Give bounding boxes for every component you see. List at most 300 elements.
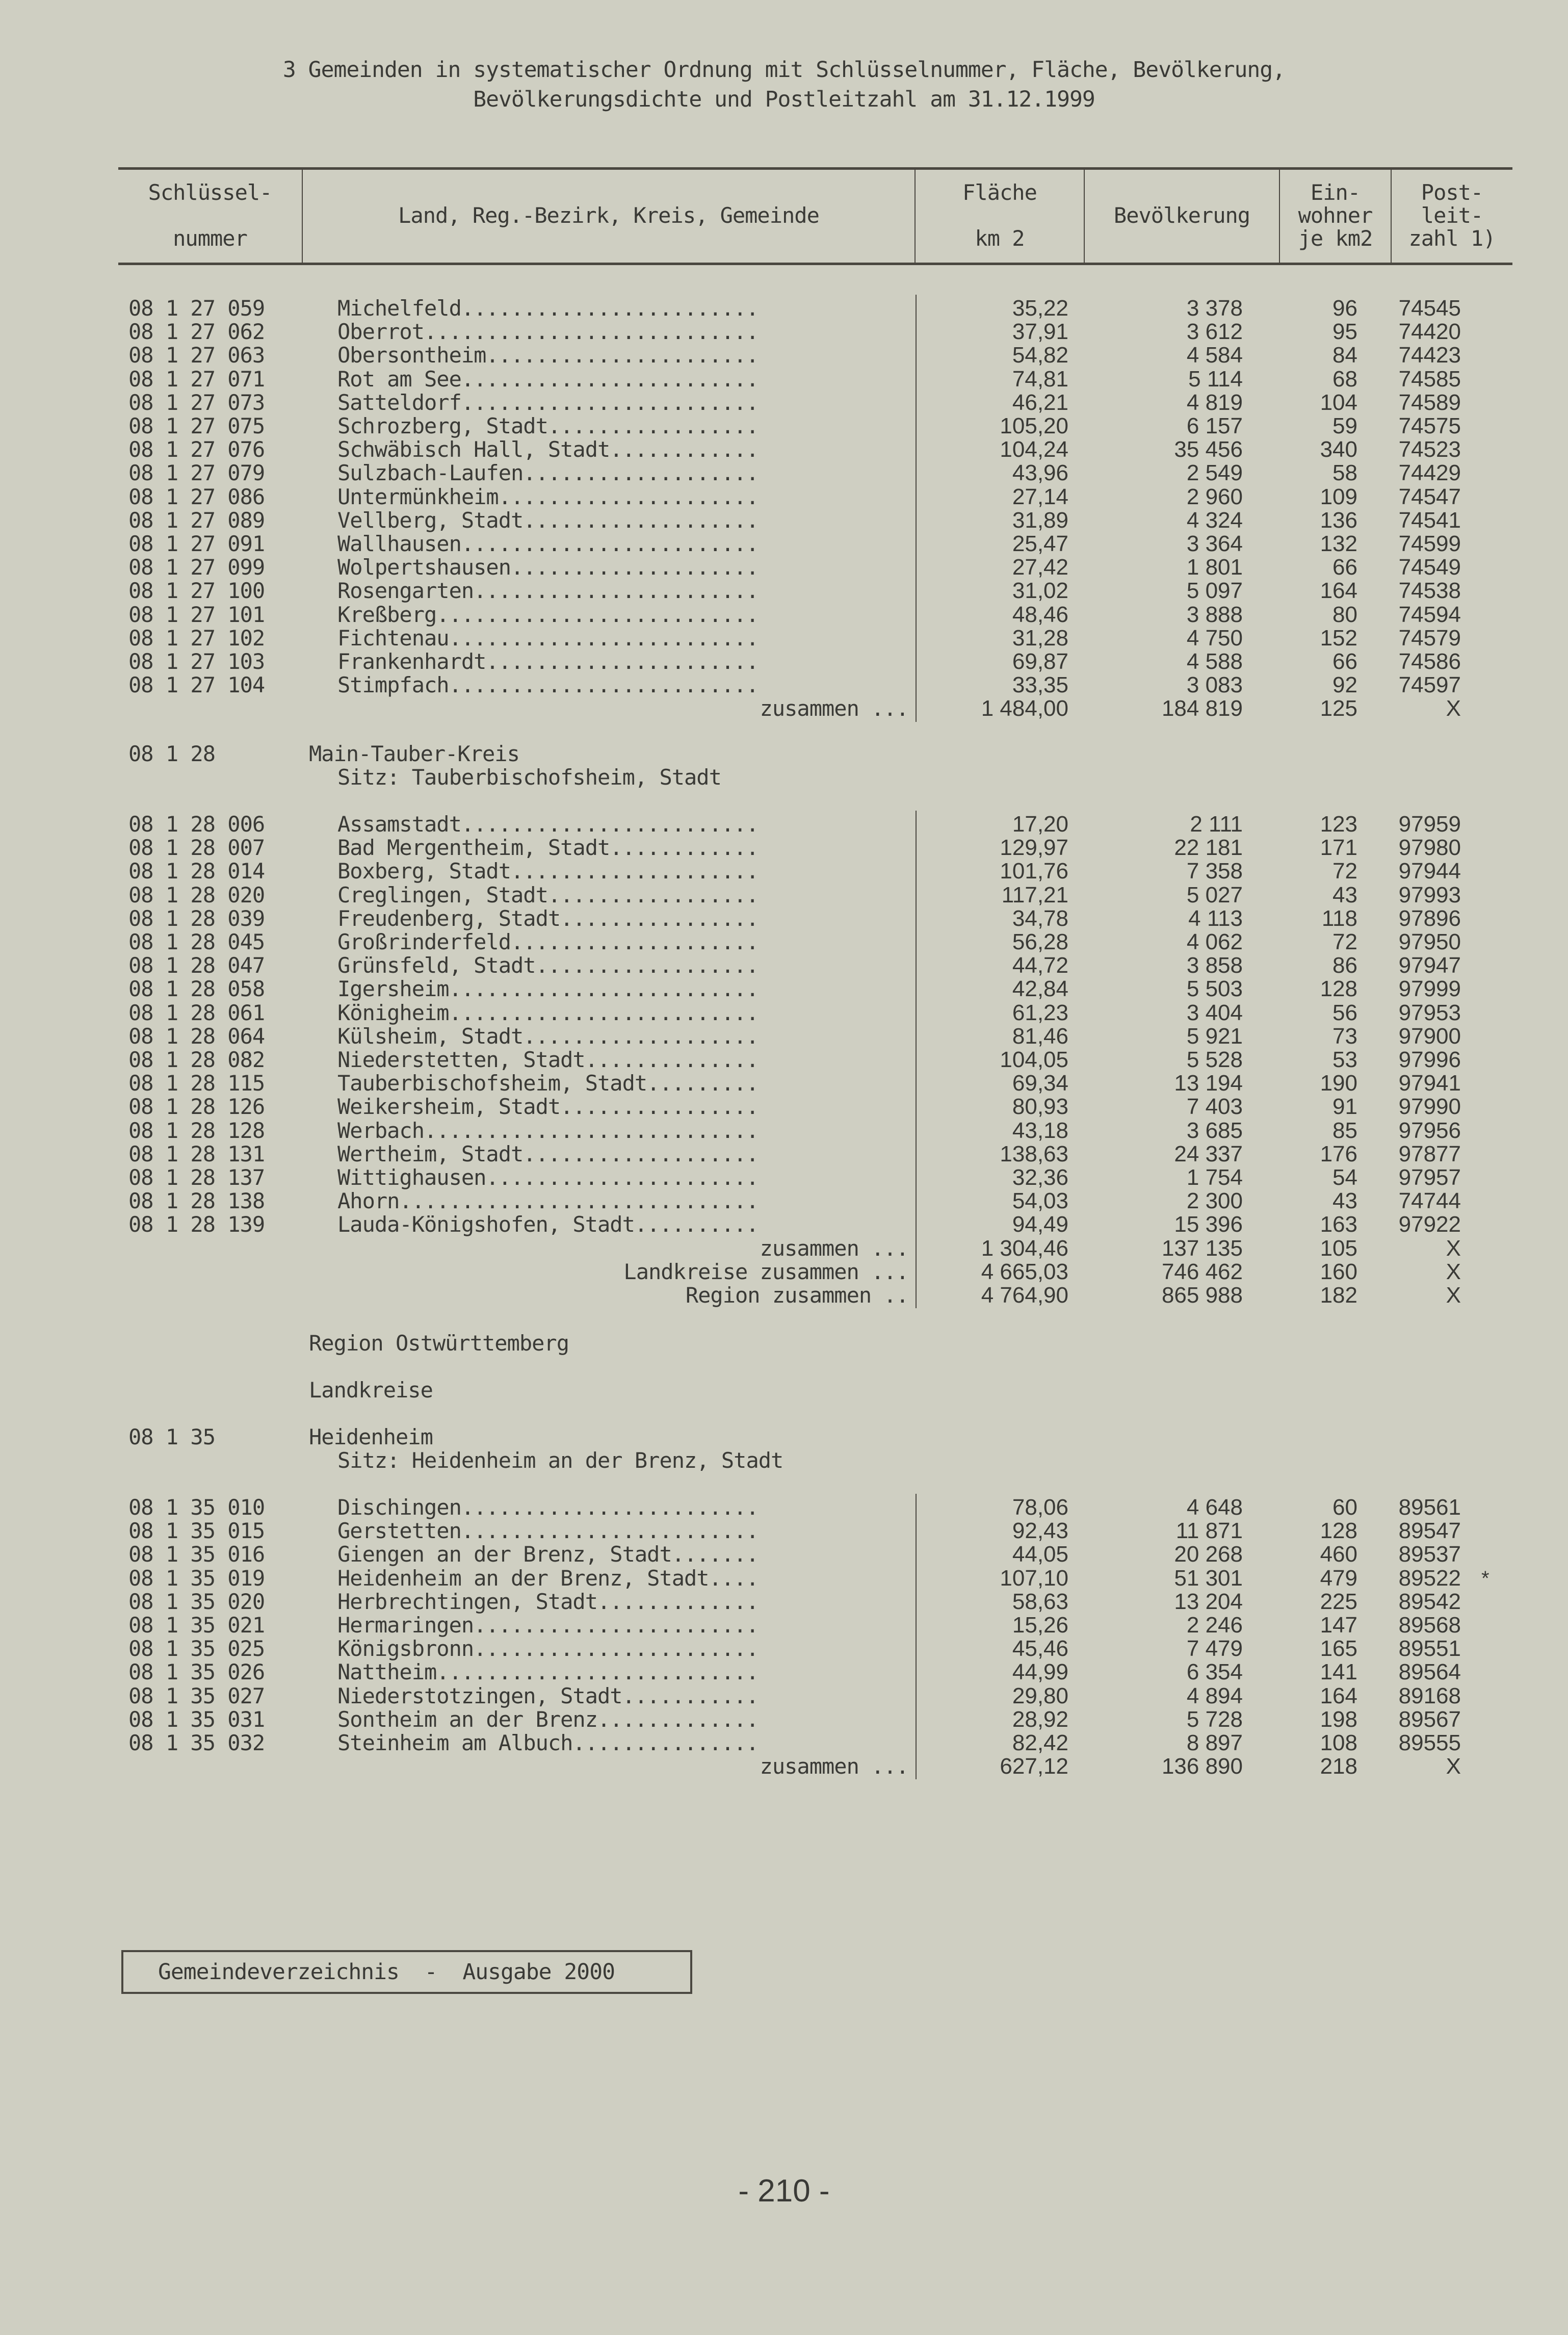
dichte-value: 43: [1332, 1188, 1357, 1214]
total-label: zusammen ...: [760, 1235, 908, 1261]
bevoelkerung-value: 4 324: [1186, 507, 1243, 533]
flaeche-value: 32,36: [1012, 1165, 1068, 1190]
bevoelkerung-value: 3 888: [1186, 602, 1243, 627]
table-row: [0, 320, 1568, 344]
postleitzahl-value: 74585: [1398, 366, 1461, 392]
total-row: [0, 1755, 1568, 1778]
kreis-code: 08 1 35: [128, 1424, 216, 1449]
table-row: [0, 1614, 1568, 1637]
postleitzahl-total: X: [1446, 696, 1461, 721]
flaeche-value: 33,35: [1012, 672, 1068, 698]
header-bevoelkerung: Bevölkerung: [1113, 203, 1250, 228]
dichte-value: 198: [1320, 1706, 1357, 1732]
bevoelkerung-value: 35 456: [1174, 437, 1243, 462]
table-row: [0, 1143, 1568, 1166]
schluesselnummer: 08 1 27 063: [128, 343, 265, 368]
flaeche-value: 43,96: [1012, 460, 1068, 486]
bevoelkerung-value: 1 754: [1186, 1165, 1243, 1190]
bevoelkerung-value: 4 588: [1186, 649, 1243, 674]
dichte-value: 128: [1320, 976, 1357, 1002]
footnote-marker: *: [1481, 1567, 1489, 1590]
schluesselnummer: 08 1 35 027: [128, 1683, 265, 1708]
flaeche-value: 28,92: [1012, 1706, 1068, 1732]
postleitzahl-value: 97990: [1398, 1094, 1461, 1120]
schluesselnummer: 08 1 35 010: [128, 1495, 265, 1520]
gemeinde-name: Schrozberg, Stadt.................: [337, 414, 759, 438]
total-row: [0, 1284, 1568, 1307]
bevoelkerung-value: 5 097: [1186, 578, 1243, 604]
postleitzahl-value: 74429: [1398, 460, 1461, 486]
postleitzahl-total: X: [1446, 1283, 1461, 1308]
gemeinde-name: Untermünkheim.....................: [337, 485, 759, 509]
kreis-sitz: Sitz: Heidenheim an der Brenz, Stadt: [337, 1448, 783, 1473]
table-row: [0, 532, 1568, 556]
flaeche-value: 81,46: [1012, 1023, 1068, 1049]
table-row: [0, 556, 1568, 579]
flaeche-value: 56,28: [1012, 929, 1068, 954]
dichte-value: 72: [1332, 929, 1357, 954]
dichte-value: 108: [1320, 1730, 1357, 1755]
gemeinde-name: Frankenhardt......................: [337, 650, 759, 673]
table-row: [0, 813, 1568, 836]
schluesselnummer: 08 1 28 137: [128, 1165, 265, 1190]
kreis-name: Main-Tauber-Kreis: [309, 741, 519, 766]
table-row: [0, 485, 1568, 509]
dichte-total: 160: [1320, 1259, 1357, 1284]
bevoelkerung-value: 5 528: [1186, 1047, 1243, 1072]
gemeinde-name: Gerstetten........................: [337, 1519, 759, 1543]
gemeinde-name: Heidenheim an der Brenz, Stadt....: [337, 1566, 759, 1590]
bevoelkerung-value: 4 113: [1188, 905, 1243, 931]
table-row: [0, 1048, 1568, 1072]
flaeche-value: 37,91: [1012, 319, 1068, 345]
gemeinde-name: Giengen an der Brenz, Stadt.......: [337, 1543, 759, 1567]
postleitzahl-value: 89568: [1398, 1613, 1461, 1638]
bevoelkerung-value: 1 801: [1186, 555, 1243, 580]
postleitzahl-value: 74541: [1398, 507, 1461, 533]
header-nummer: nummer: [173, 226, 247, 251]
postleitzahl-value: 97900: [1398, 1023, 1461, 1049]
postleitzahl-value: 74599: [1398, 531, 1461, 556]
page-number: - 210 -: [738, 2173, 830, 2209]
flaeche-value: 78,06: [1012, 1495, 1068, 1520]
flaeche-value: 107,10: [1000, 1565, 1068, 1591]
dichte-value: 171: [1320, 835, 1357, 861]
table-row: [0, 414, 1568, 438]
flaeche-value: 58,63: [1012, 1589, 1068, 1614]
dichte-value: 128: [1320, 1518, 1357, 1544]
flaeche-value: 46,21: [1012, 390, 1068, 415]
table-row: [0, 1095, 1568, 1119]
gemeinde-name: Königheim.........................: [337, 1001, 759, 1025]
flaeche-value: 42,84: [1012, 976, 1068, 1002]
bevoelkerung-value: 2 300: [1186, 1188, 1243, 1214]
gemeinde-name: Grünsfeld, Stadt..................: [337, 954, 759, 978]
postleitzahl-value: 89542: [1398, 1589, 1461, 1614]
flaeche-value: 27,14: [1012, 484, 1068, 509]
table-row: [0, 1213, 1568, 1236]
postleitzahl-value: 97956: [1398, 1118, 1461, 1143]
bevoelkerung-value: 4 894: [1186, 1683, 1243, 1708]
header-dichte-1: Ein-: [1310, 180, 1361, 205]
dichte-value: 118: [1321, 905, 1357, 931]
flaeche-value: 43,18: [1012, 1118, 1068, 1143]
schluesselnummer: 08 1 35 026: [128, 1659, 265, 1685]
postleitzahl-value: 97950: [1398, 929, 1461, 954]
flaeche-total: 1 304,46: [981, 1235, 1068, 1261]
flaeche-value: 31,02: [1012, 578, 1068, 604]
schluesselnummer: 08 1 28 064: [128, 1023, 265, 1049]
flaeche-value: 80,93: [1012, 1094, 1068, 1120]
dichte-value: 225: [1320, 1589, 1357, 1614]
dichte-value: 152: [1320, 625, 1357, 651]
gemeinde-name: Herbrechtingen, Stadt.............: [337, 1590, 759, 1614]
gemeinde-name: Oberrot...........................: [337, 320, 759, 344]
table-row: [0, 509, 1568, 532]
total-label: zusammen ...: [760, 1754, 908, 1779]
gemeinde-name: Freudenberg, Stadt................: [337, 906, 759, 930]
flaeche-value: 69,34: [1012, 1071, 1068, 1096]
schluesselnummer: 08 1 27 075: [128, 413, 265, 438]
flaeche-value: 31,28: [1012, 625, 1068, 651]
flaeche-value: 48,46: [1012, 602, 1068, 627]
bevoelkerung-value: 5 728: [1186, 1706, 1243, 1732]
gemeinde-name: Schwäbisch Hall, Stadt............: [337, 438, 759, 462]
bevoelkerung-value: 3 685: [1186, 1118, 1243, 1143]
header-plz-1: Post-: [1421, 180, 1483, 205]
bevoelkerung-value: 3 083: [1186, 672, 1243, 698]
bevoelkerung-value: 3 612: [1186, 319, 1243, 345]
postleitzahl-value: 97959: [1398, 812, 1461, 837]
flaeche-value: 27,42: [1012, 555, 1068, 580]
total-row: [0, 1260, 1568, 1284]
gemeinde-name: Niederstetten, Stadt..............: [337, 1048, 759, 1072]
gemeinde-name: Werbach...........................: [337, 1119, 759, 1143]
flaeche-value: 138,63: [1000, 1141, 1068, 1166]
schluesselnummer: 08 1 27 103: [128, 649, 265, 674]
bevoelkerung-total: 137 135: [1161, 1235, 1243, 1261]
dichte-value: 85: [1332, 1118, 1357, 1143]
table-row: [0, 1731, 1568, 1755]
table-row: [0, 438, 1568, 461]
bevoelkerung-value: 4 750: [1186, 625, 1243, 651]
bevoelkerung-value: 6 157: [1186, 413, 1243, 438]
bevoelkerung-value: 5 503: [1186, 976, 1243, 1002]
gemeinde-name: Michelfeld........................: [337, 297, 759, 320]
bevoelkerung-value: 4 062: [1186, 929, 1243, 954]
table-row: [0, 1708, 1568, 1731]
flaeche-value: 17,20: [1012, 812, 1068, 837]
dichte-value: 460: [1320, 1542, 1357, 1567]
schluesselnummer: 08 1 28 007: [128, 835, 265, 861]
postleitzahl-value: 97957: [1398, 1165, 1461, 1190]
bevoelkerung-value: 3 858: [1186, 953, 1243, 978]
gemeinde-name: Sontheim an der Brenz.............: [337, 1707, 759, 1731]
flaeche-value: 15,26: [1012, 1613, 1068, 1638]
schluesselnummer: 08 1 35 021: [128, 1613, 265, 1638]
gemeinde-name: Bad Mergentheim, Stadt............: [337, 836, 759, 860]
total-label: zusammen ...: [760, 696, 908, 721]
page-title: [0, 55, 1568, 114]
schluesselnummer: 08 1 35 016: [128, 1542, 265, 1567]
flaeche-value: 104,05: [1000, 1047, 1068, 1072]
schluesselnummer: 08 1 28 014: [128, 859, 265, 884]
table-row: [0, 1166, 1568, 1189]
dichte-total: 218: [1320, 1754, 1357, 1779]
gemeinde-name: Külsheim, Stadt...................: [337, 1024, 759, 1048]
gemeinde-name: Rosengarten.......................: [337, 579, 759, 603]
table-row: [0, 1637, 1568, 1661]
postleitzahl-value: 97980: [1398, 835, 1461, 861]
flaeche-value: 69,87: [1012, 649, 1068, 674]
gemeinde-name: Fichtenau.........................: [337, 626, 759, 650]
gemeinde-name: Rot am See........................: [337, 367, 759, 391]
schluesselnummer: 08 1 28 126: [128, 1094, 265, 1120]
postleitzahl-value: 97993: [1398, 882, 1461, 907]
header-dichte-2: wohner: [1298, 203, 1373, 228]
gemeinde-name: Stimpfach.........................: [337, 673, 759, 697]
gemeinde-name: Vellberg, Stadt...................: [337, 508, 759, 532]
total-label: Region zusammen ..: [685, 1283, 908, 1308]
gemeinde-name: Obersontheim......................: [337, 344, 759, 368]
schluesselnummer: 08 1 27 062: [128, 319, 265, 345]
flaeche-total: 4 764,90: [981, 1283, 1068, 1308]
postleitzahl-value: 89561: [1398, 1495, 1461, 1520]
bevoelkerung-value: 6 354: [1186, 1659, 1243, 1685]
kreis-name: Heidenheim: [309, 1424, 433, 1449]
postleitzahl-total: X: [1446, 1235, 1461, 1261]
flaeche-value: 44,72: [1012, 953, 1068, 978]
table-row: [0, 1519, 1568, 1543]
flaeche-value: 45,46: [1012, 1636, 1068, 1662]
flaeche-total: 1 484,00: [981, 696, 1068, 721]
region-name: Region Ostwürttemberg: [309, 1331, 569, 1356]
table-row: [0, 579, 1568, 603]
dichte-value: 95: [1332, 319, 1357, 345]
gemeinde-name: Tauberbischofsheim, Stadt.........: [337, 1072, 759, 1096]
schluesselnummer: 08 1 35 019: [128, 1565, 265, 1591]
table-row: [0, 1496, 1568, 1519]
dichte-value: 340: [1320, 437, 1357, 462]
header-plz-3: zahl 1): [1408, 226, 1496, 251]
gemeinde-name: Nattheim..........................: [337, 1661, 759, 1684]
flaeche-value: 74,81: [1012, 366, 1068, 392]
gemeinde-name: Weikersheim, Stadt................: [337, 1095, 759, 1119]
flaeche-value: 34,78: [1012, 905, 1068, 931]
schluesselnummer: 08 1 28 131: [128, 1141, 265, 1166]
postleitzahl-value: 74597: [1398, 672, 1461, 698]
schluesselnummer: 08 1 27 076: [128, 437, 265, 462]
table-row: [0, 1001, 1568, 1025]
flaeche-total: 627,12: [1000, 1754, 1068, 1779]
postleitzahl-value: 89522: [1398, 1565, 1461, 1591]
table-row: [0, 297, 1568, 320]
flaeche-total: 4 665,03: [981, 1259, 1068, 1284]
dichte-value: 190: [1320, 1071, 1357, 1096]
header-flaeche: Fläche: [962, 180, 1037, 205]
bevoelkerung-value: 5 114: [1188, 366, 1243, 392]
dichte-value: 164: [1320, 1683, 1357, 1708]
flaeche-value: 61,23: [1012, 1000, 1068, 1025]
postleitzahl-value: 89551: [1398, 1636, 1461, 1662]
table-row: [0, 1543, 1568, 1566]
bevoelkerung-value: 8 897: [1186, 1730, 1243, 1755]
table-row: [0, 930, 1568, 954]
schluesselnummer: 08 1 28 047: [128, 953, 265, 978]
bevoelkerung-value: 15 396: [1174, 1212, 1243, 1237]
postleitzahl-value: 89564: [1398, 1659, 1461, 1685]
table-row: [0, 1072, 1568, 1095]
schluesselnummer: 08 1 27 079: [128, 460, 265, 486]
gemeinde-name: Hermaringen.......................: [337, 1614, 759, 1637]
dichte-value: 54: [1332, 1165, 1357, 1190]
schluesselnummer: 08 1 28 039: [128, 905, 265, 931]
table-row: [0, 1189, 1568, 1213]
flaeche-value: 105,20: [1000, 413, 1068, 438]
bevoelkerung-value: 13 204: [1174, 1589, 1243, 1614]
total-row: [0, 697, 1568, 720]
flaeche-value: 92,43: [1012, 1518, 1068, 1544]
table-row: [0, 1661, 1568, 1684]
schluesselnummer: 08 1 28 020: [128, 882, 265, 907]
schluesselnummer: 08 1 27 101: [128, 602, 265, 627]
gemeinde-name: Niederstotzingen, Stadt...........: [337, 1684, 759, 1708]
postleitzahl-value: 74545: [1398, 296, 1461, 321]
postleitzahl-value: 74579: [1398, 625, 1461, 651]
gemeinde-name: Großrinderfeld....................: [337, 930, 759, 954]
dichte-value: 56: [1332, 1000, 1357, 1025]
dichte-value: 176: [1320, 1141, 1357, 1166]
schluesselnummer: 08 1 28 061: [128, 1000, 265, 1025]
postleitzahl-value: 74575: [1398, 413, 1461, 438]
dichte-total: 182: [1320, 1283, 1357, 1308]
dichte-value: 132: [1320, 531, 1357, 556]
postleitzahl-value: 97947: [1398, 953, 1461, 978]
table-row: [0, 368, 1568, 391]
dichte-value: 96: [1332, 296, 1357, 321]
table-row: [0, 884, 1568, 907]
title-line-1: 3 Gemeinden in systematischer Ordnung mit Schlüsselnummer, Fläche, Bevölkerung,: [282, 57, 1286, 83]
bevoelkerung-value: 3 364: [1186, 531, 1243, 556]
bevoelkerung-value: 7 358: [1186, 859, 1243, 884]
flaeche-value: 104,24: [1000, 437, 1068, 462]
flaeche-value: 29,80: [1012, 1683, 1068, 1708]
schluesselnummer: 08 1 28 138: [128, 1188, 265, 1214]
dichte-value: 163: [1320, 1212, 1357, 1237]
flaeche-value: 117,21: [1001, 882, 1068, 907]
gemeinde-name: Wittighausen......................: [337, 1166, 759, 1189]
gemeinde-name: Wolpertshausen....................: [337, 556, 759, 580]
bevoelkerung-value: 4 648: [1186, 1495, 1243, 1520]
flaeche-value: 44,05: [1012, 1542, 1068, 1567]
flaeche-value: 35,22: [1012, 296, 1068, 321]
schluesselnummer: 08 1 35 031: [128, 1706, 265, 1732]
bevoelkerung-value: 11 871: [1175, 1518, 1243, 1544]
bevoelkerung-total: 865 988: [1161, 1283, 1243, 1308]
title-line-2: Bevölkerungsdichte und Postleitzahl am 31.12.1999: [473, 87, 1095, 112]
bevoelkerung-value: 2 111: [1190, 812, 1243, 837]
postleitzahl-value: 89547: [1398, 1518, 1461, 1544]
postleitzahl-total: X: [1446, 1259, 1461, 1284]
table-row: [0, 954, 1568, 977]
bevoelkerung-value: 2 549: [1186, 460, 1243, 486]
schluesselnummer: 08 1 35 032: [128, 1730, 265, 1755]
dichte-value: 165: [1320, 1636, 1357, 1662]
header-schluessel: Schlüssel-: [148, 180, 272, 205]
dichte-total: 105: [1320, 1235, 1357, 1261]
postleitzahl-value: 97877: [1398, 1141, 1461, 1166]
dichte-value: 86: [1332, 953, 1357, 978]
table-header: [118, 167, 1512, 265]
postleitzahl-value: 97922: [1398, 1212, 1461, 1237]
gemeinde-name: Ahorn.............................: [337, 1189, 759, 1213]
table-row: [0, 627, 1568, 650]
postleitzahl-value: 89555: [1398, 1730, 1461, 1755]
bevoelkerung-value: 4 584: [1186, 343, 1243, 368]
flaeche-value: 44,99: [1012, 1659, 1068, 1685]
table-row: [0, 836, 1568, 860]
table-row: [0, 907, 1568, 930]
table-row: [0, 1567, 1568, 1590]
schluesselnummer: 08 1 27 071: [128, 366, 265, 392]
postleitzahl-value: 89567: [1398, 1706, 1461, 1732]
schluesselnummer: 08 1 28 045: [128, 929, 265, 954]
dichte-value: 91: [1332, 1094, 1357, 1120]
schluesselnummer: 08 1 27 100: [128, 578, 265, 604]
dichte-value: 84: [1332, 343, 1357, 368]
dichte-value: 92: [1332, 672, 1357, 698]
postleitzahl-value: 97944: [1398, 859, 1461, 884]
table-row: [0, 461, 1568, 485]
gemeinde-name: Dischingen........................: [337, 1496, 759, 1519]
flaeche-value: 54,03: [1012, 1188, 1068, 1214]
schluesselnummer: 08 1 27 091: [128, 531, 265, 556]
postleitzahl-value: 74594: [1398, 602, 1461, 627]
kreis-sitz: Sitz: Tauberbischofsheim, Stadt: [337, 765, 721, 790]
gemeinde-name: Kreßberg..........................: [337, 603, 759, 627]
schluesselnummer: 08 1 35 025: [128, 1636, 265, 1662]
schluesselnummer: 08 1 28 058: [128, 976, 265, 1002]
schluesselnummer: 08 1 28 082: [128, 1047, 265, 1072]
postleitzahl-value: 89537: [1398, 1542, 1461, 1567]
flaeche-value: 82,42: [1012, 1730, 1068, 1755]
postleitzahl-value: 89168: [1398, 1683, 1461, 1708]
bevoelkerung-value: 3 404: [1186, 1000, 1243, 1025]
dichte-value: 60: [1332, 1495, 1357, 1520]
postleitzahl-total: X: [1446, 1754, 1461, 1779]
dichte-value: 66: [1332, 555, 1357, 580]
table-row: [0, 673, 1568, 697]
publication-box: [121, 1950, 692, 1994]
postleitzahl-value: 74423: [1398, 343, 1461, 368]
header-gemeinde: Land, Reg.-Bezirk, Kreis, Gemeinde: [398, 203, 819, 228]
schluesselnummer: 08 1 27 104: [128, 672, 265, 698]
dichte-value: 123: [1320, 812, 1357, 837]
schluesselnummer: 08 1 28 006: [128, 812, 265, 837]
schluesselnummer: 08 1 27 086: [128, 484, 265, 509]
gemeinde-name: Königsbronn.......................: [337, 1637, 759, 1661]
gemeinde-name: Sulzbach-Laufen...................: [337, 461, 759, 485]
gemeinde-name: Boxberg, Stadt....................: [337, 860, 759, 884]
dichte-value: 147: [1320, 1613, 1357, 1638]
dichte-value: 58: [1332, 460, 1357, 486]
dichte-value: 53: [1332, 1047, 1357, 1072]
postleitzahl-value: 97953: [1398, 1000, 1461, 1025]
gemeinde-name: Steinheim am Albuch...............: [337, 1731, 759, 1755]
bevoelkerung-value: 22 181: [1174, 835, 1243, 861]
postleitzahl-value: 97996: [1398, 1047, 1461, 1072]
postleitzahl-value: 74549: [1398, 555, 1461, 580]
